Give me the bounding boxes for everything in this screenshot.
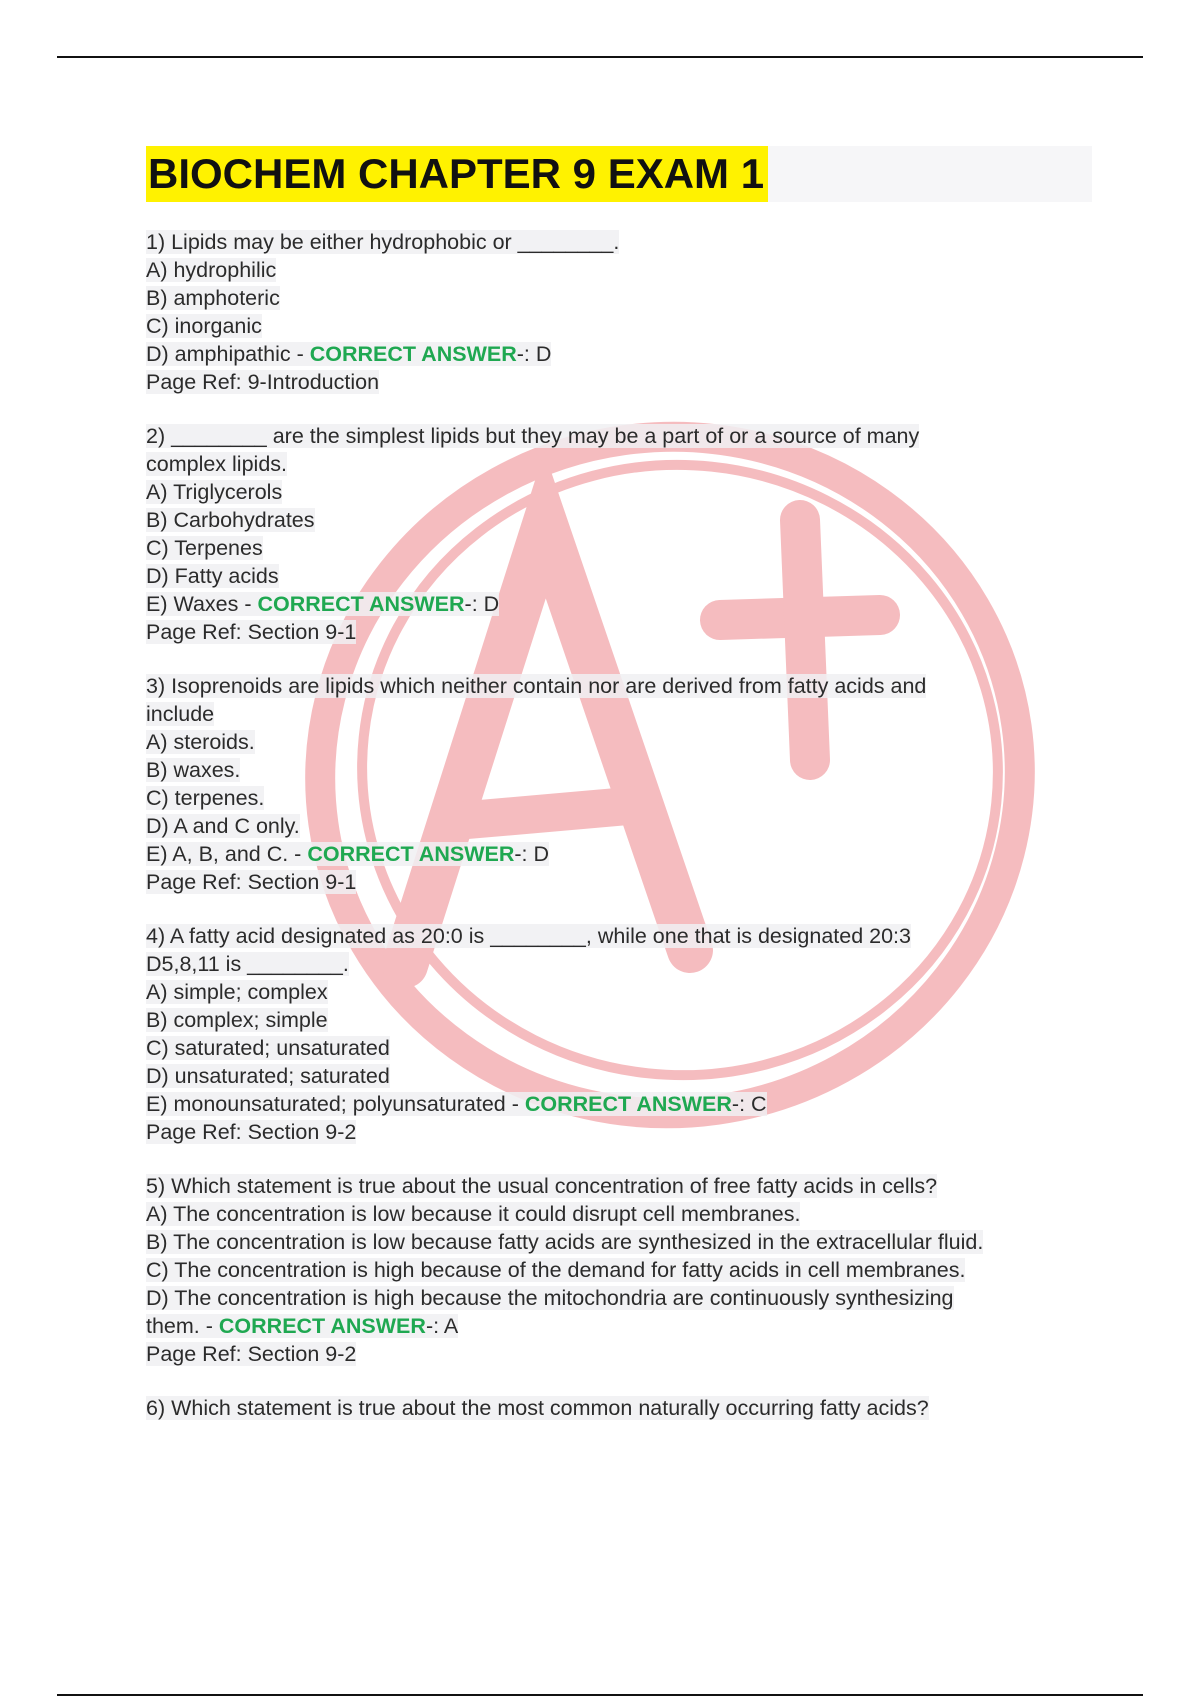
answer-option: C) saturated; unsaturated (146, 1036, 390, 1060)
answer-option: D) A and C only. (146, 814, 300, 838)
correct-answer-label: CORRECT ANSWER (307, 842, 515, 866)
question-stem: complex lipids. (146, 452, 287, 476)
page-title: BIOCHEM CHAPTER 9 EXAM 1 (146, 146, 768, 202)
question-stem: 3) Isoprenoids are lipids which neither contain nor are derived from fatty acids and (146, 674, 927, 698)
question-stem: D5,8,11 is ________. (146, 952, 349, 976)
title-bar (146, 146, 1092, 202)
question-stem: 4) A fatty acid designated as 20:0 is ________, while one that is designated 20:3 (146, 924, 911, 948)
correct-answer-label: CORRECT ANSWER (309, 342, 517, 366)
answer-option: B) waxes. (146, 758, 241, 782)
answer-option: B) The concentration is low because fatty acids are synthesized in the extracellular fluid. (146, 1230, 984, 1254)
bottom-rule (57, 1694, 1143, 1696)
correct-answer-label: CORRECT ANSWER (524, 1092, 732, 1116)
answer-option: B) amphoteric (146, 286, 280, 310)
question-stem: 6) Which statement is true about the most common naturally occurring fatty acids? (146, 1396, 929, 1420)
answer-option-correct: them. - CORRECT ANSWER-: A (146, 1314, 459, 1338)
page-reference: Page Ref: Section 9-1 (146, 870, 357, 894)
answer-option: C) The concentration is high because of the demand for fatty acids in cell membranes. (146, 1258, 966, 1282)
answer-option: C) inorganic (146, 314, 262, 338)
top-rule (57, 56, 1143, 58)
answer-option: A) The concentration is low because it could disrupt cell membranes. (146, 1202, 801, 1226)
answer-option: D) unsaturated; saturated (146, 1064, 390, 1088)
answer-option: C) Terpenes (146, 536, 263, 560)
question-block (146, 422, 1096, 646)
question-stem: 2) ________ are the simplest lipids but they may be a part of or a source of many (146, 424, 920, 448)
answer-option: B) complex; simple (146, 1008, 328, 1032)
document-content (146, 146, 1096, 1422)
question-block (146, 672, 1096, 896)
answer-option: A) hydrophilic (146, 258, 277, 282)
answer-option-correct: E) A, B, and C. - CORRECT ANSWER-: D (146, 842, 550, 866)
answer-option: A) simple; complex (146, 980, 328, 1004)
answer-option: B) Carbohydrates (146, 508, 315, 532)
correct-answer-label: CORRECT ANSWER (257, 592, 465, 616)
question-stem: 5) Which statement is true about the usual concentration of free fatty acids in cells? (146, 1174, 938, 1198)
question-block (146, 1172, 1096, 1368)
answer-option-correct: E) Waxes - CORRECT ANSWER-: D (146, 592, 500, 616)
answer-option: D) The concentration is high because the mitochondria are continuously synthesizing (146, 1286, 954, 1310)
page-reference: Page Ref: Section 9-2 (146, 1120, 357, 1144)
answer-option: C) terpenes. (146, 786, 265, 810)
question-stem: 1) Lipids may be either hydrophobic or ________. (146, 230, 620, 254)
question-block (146, 922, 1096, 1146)
page-reference: Page Ref: Section 9-2 (146, 1342, 357, 1366)
answer-option-correct: D) amphipathic - CORRECT ANSWER-: D (146, 342, 552, 366)
question-stem: include (146, 702, 215, 726)
answer-option: A) steroids. (146, 730, 255, 754)
answer-option-correct: E) monounsaturated; polyunsaturated - CORRECT ANSWER-: C (146, 1092, 767, 1116)
question-block (146, 228, 1096, 396)
page-reference: Page Ref: Section 9-1 (146, 620, 357, 644)
answer-option: A) Triglycerols (146, 480, 283, 504)
answer-option: D) Fatty acids (146, 564, 279, 588)
question-block (146, 1394, 1096, 1422)
page-reference: Page Ref: 9-Introduction (146, 370, 380, 394)
correct-answer-label: CORRECT ANSWER (218, 1314, 426, 1338)
